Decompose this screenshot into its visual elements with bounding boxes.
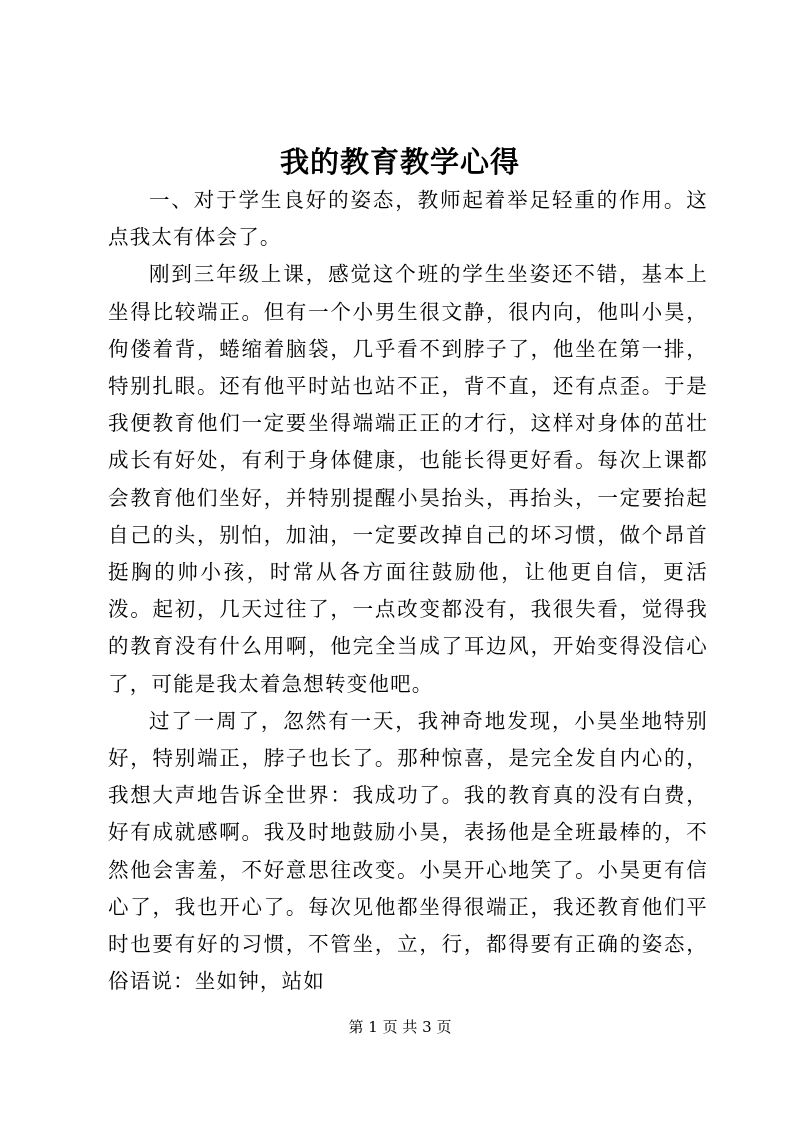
document-body [108, 182, 708, 1000]
page-footer: 第 1 页 共 3 页 [348, 1018, 452, 1036]
paragraph-3: 过了一周了，忽然有一天，我神奇地发现，小昊坐地特别好，特别端正，脖子也长了。那种惊喜，是完全发自内心的，我想大声地告诉全世界：我成功了。我的教育真的没有白费，好有成就感啊。我及时地鼓励小昊，表扬他是全班最棒的，不然他会害羞，不好意思往改变。小昊开心地笑了。小昊更有信心了，我也开心了。每次见他都坐得很端正，我还教育他们平时也要有好的习惯，不管坐，立，行，都得要有正确的姿态，俗语说：坐如钟，站如 [108, 708, 708, 994]
paragraph-1: 一、对于学生良好的姿态，教师起着举足轻重的作用。这点我太有体会了。 [108, 188, 708, 250]
paragraph-2: 刚到三年级上课，感觉这个班的学生坐姿还不错，基本上坐得比较端正。但有一个小男生很文静，很内向，他叫小昊，佝偻着背，蜷缩着脑袋，几乎看不到脖子了，他坐在第一排，特别扎眼。还有他平时站也站不正，背不直，还有点歪。于是我便教育他们一定要坐得端端正正的才行，这样对身体的茁壮成长有好处，有利于身体健康，也能长得更好看。每次上课都会教育他们坐好，并特别提醒小昊抬头，再抬头，一定要抬起自己的头，别怕，加油，一定要改掉自己的坏习惯，做个昂首挺胸的帅小孩，时常从各方面往鼓励他，让他更自信，更活泼。起初，几天过往了，一点改变都没有，我很失看，觉得我的教育没有什么用啊，他完全当成了耳边风，开始变得没信心了，可能是我太着急想转变他吧。 [108, 262, 708, 696]
page-title: 我的教育教学心得 [279, 145, 520, 179]
